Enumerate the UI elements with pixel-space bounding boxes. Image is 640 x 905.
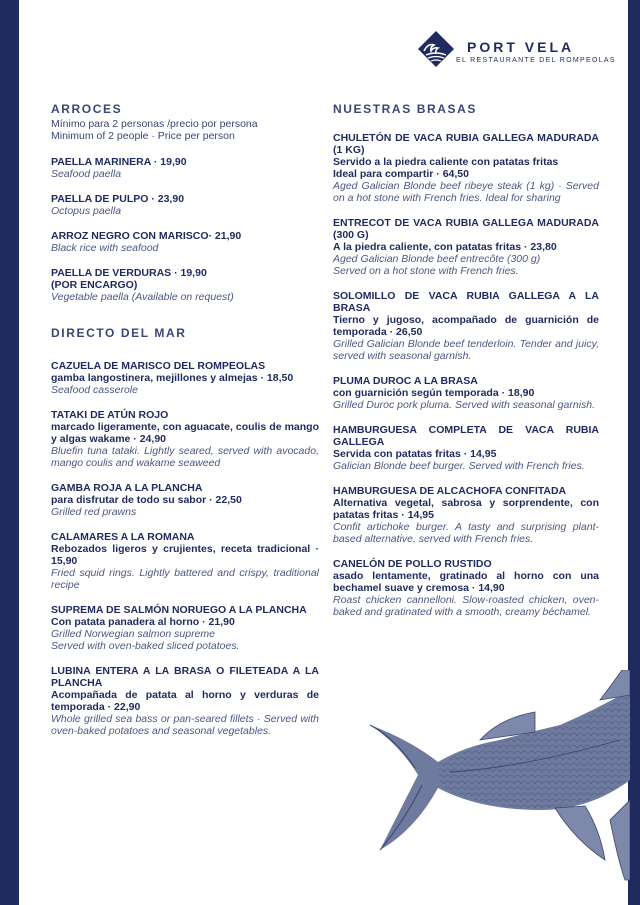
item-english: Roast chicken cannelloni. Slow-roasted chicken, oven-baked and gratinated with a smooth, creamy béchamel. — [333, 594, 599, 618]
menu-item — [333, 485, 599, 545]
menu-item — [51, 482, 319, 518]
item-name: TATAKI DE ATÚN ROJO — [51, 409, 169, 421]
item-english: Confit artichoke burger. A tasty and surprising plant-based alternative, served with French fries. — [333, 521, 599, 545]
menu-column-right — [333, 102, 599, 618]
item-name: CALAMARES A LA ROMANA — [51, 531, 195, 543]
menu-item — [51, 409, 319, 469]
item-name: SOLOMILLO DE VACA RUBIA GALLEGA A LA BRASA — [333, 290, 599, 314]
item-name: PAELLA DE PULPO · 23,90 — [51, 193, 185, 205]
item-description: marcado ligeramente, con aguacate, coulis de mango y algas wakame · 24,90 — [51, 421, 319, 445]
item-english: Grilled Duroc pork pluma. Served with seasonal garnish. — [333, 399, 596, 411]
restaurant-logo — [417, 30, 616, 75]
item-name: ARROZ NEGRO CON MARISCO· 21,90 — [51, 230, 242, 242]
item-english: Vegetable paella (Available on request) — [51, 291, 234, 303]
item-description: Alternativa vegetal, sabrosa y sorprendente, con patatas fritas · 14,95 — [333, 497, 599, 521]
item-english: Galician Blonde beef burger. Served with French fries. — [333, 460, 585, 472]
item-name: PAELLA DE VERDURAS · 19,90 (POR ENCARGO) — [51, 267, 207, 291]
item-description: para disfrutar de todo su sabor · 22,50 — [51, 494, 242, 506]
item-name: ENTRECOT DE VACA RUBIA GALLEGA MADURADA (300 G) — [333, 217, 599, 241]
section-nuestras-brasas — [333, 102, 599, 618]
item-name: PLUMA DUROC A LA BRASA — [333, 375, 478, 387]
fish-illustration — [360, 670, 630, 890]
menu-item — [51, 665, 319, 737]
item-english: Aged Galician Blonde beef entrecôte (300 g) Served on a hot stone with French fries. — [333, 253, 541, 277]
menu-item — [333, 132, 599, 204]
item-english: Bluefin tuna tataki. Lightly seared, served with avocado, mango coulis and wakame seaweed — [51, 445, 319, 469]
item-name: HAMBURGUESA COMPLETA DE VACA RUBIA GALLEGA — [333, 424, 599, 448]
section-directo-del-mar — [51, 326, 319, 737]
menu-item — [333, 424, 599, 472]
item-english: Grilled Norwegian salmon supreme Served with oven-baked sliced potatoes. — [51, 628, 240, 652]
item-english: Black rice with seafood — [51, 242, 159, 254]
item-english: Seafood casserole — [51, 384, 138, 396]
left-border-bar — [0, 0, 19, 905]
item-description: Acompañada de patata al horno y verduras de temporada · 22,90 — [51, 689, 319, 713]
item-description: asado lentamente, gratinado al horno con una bechamel suave y cremosa · 14,90 — [333, 570, 599, 594]
brand-tagline: EL RESTAURANTE DEL ROMPEOLAS — [456, 57, 616, 64]
menu-item — [51, 156, 319, 180]
item-english: Fried squid rings. Lightly battered and crispy, traditional recipe — [51, 567, 319, 591]
item-description: Servida con patatas fritas · 14,95 — [333, 448, 497, 460]
section-note: Minimum of 2 people · Price per person — [51, 130, 235, 142]
item-name: CHULETÓN DE VACA RUBIA GALLEGA MADURADA (1 KG) — [333, 132, 599, 156]
item-english: Grilled Galician Blonde beef tenderloin. Tender and juicy, served with seasonal garnish. — [333, 338, 599, 362]
item-description: Rebozados ligeros y crujientes, receta tradicional · 15,90 — [51, 543, 319, 567]
section-title: ARROCES — [51, 102, 123, 116]
menu-column-left — [51, 102, 319, 737]
menu-item — [51, 360, 319, 396]
wave-logo-icon — [417, 30, 455, 68]
menu-item — [51, 604, 319, 652]
item-description: gamba langostinera, mejillones y almejas · 18,50 — [51, 372, 294, 384]
section-arroces — [51, 102, 319, 303]
menu-item — [51, 267, 319, 303]
item-name: SUPREMA DE SALMÓN NORUEGO A LA PLANCHA — [51, 604, 307, 616]
menu-item — [51, 230, 319, 254]
item-description: A la piedra caliente, con patatas fritas · 23,80 — [333, 241, 557, 253]
menu-item — [333, 375, 599, 411]
section-title: NUESTRAS BRASAS — [333, 102, 478, 116]
item-english: Seafood paella — [51, 168, 122, 180]
item-description: con guarnición según temporada · 18,90 — [333, 387, 535, 399]
item-english: Octopus paella — [51, 205, 122, 217]
item-name: GAMBA ROJA A LA PLANCHA — [51, 482, 203, 494]
item-description: Tierno y jugoso, acompañado de guarnición de temporada · 26,50 — [333, 314, 599, 338]
brand-name: PORT VELA — [467, 39, 575, 55]
item-description: Con patata panadera al horno · 21,90 — [51, 616, 235, 628]
item-english: Whole grilled sea bass or pan-seared fillets · Served with oven-baked potatoes and seasonal vegetables. — [51, 713, 319, 737]
menu-item — [51, 531, 319, 591]
item-english: Grilled red prawns — [51, 506, 137, 518]
menu-item — [333, 217, 599, 277]
menu-item — [333, 290, 599, 362]
item-name: CANELÓN DE POLLO RUSTIDO — [333, 558, 492, 570]
item-description: Servido a la piedra caliente con patatas fritas Ideal para compartir · 64,50 — [333, 156, 559, 180]
item-name: HAMBURGUESA DE ALCACHOFA CONFITADA — [333, 485, 567, 497]
menu-item — [51, 193, 319, 217]
section-title: DIRECTO DEL MAR — [51, 326, 187, 340]
item-name: LUBINA ENTERA A LA BRASA O FILETEADA A LA PLANCHA — [51, 665, 319, 689]
item-name: CAZUELA DE MARISCO DEL ROMPEOLAS — [51, 360, 266, 372]
item-name: PAELLA MARINERA · 19,90 — [51, 156, 187, 168]
menu-item — [333, 558, 599, 618]
section-note: Mínimo para 2 personas /precio por persona — [51, 118, 258, 130]
item-english: Aged Galician Blonde beef ribeye steak (1 kg) · Served on a hot stone with French fries. Ideal for sharing — [333, 180, 599, 204]
